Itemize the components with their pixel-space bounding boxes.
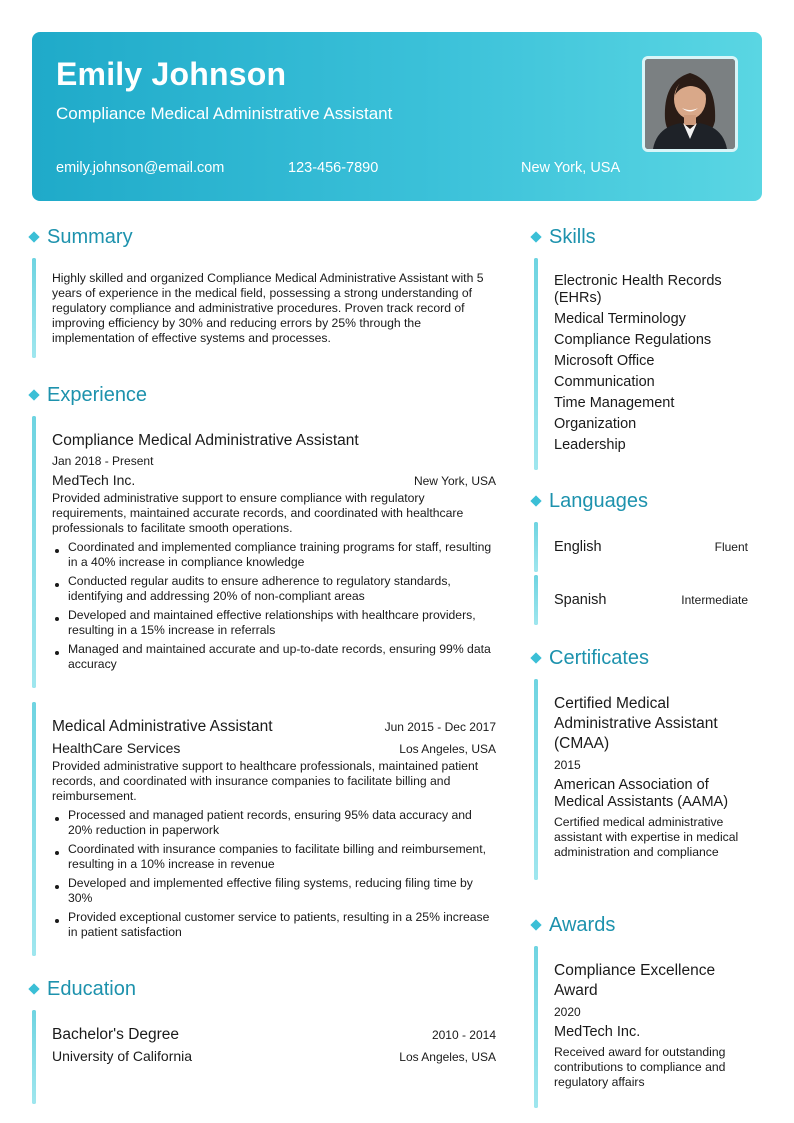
job-title: Compliance Medical Administrative Assistant xyxy=(52,432,359,449)
diamond-bullet-icon xyxy=(530,231,541,242)
list-item: Coordinated with insurance companies to facilitate billing and reimbursement, resulting in a 10% increase in revenue xyxy=(52,842,496,872)
certificate-name: Certified Medical Administrative Assistant (CMAA) xyxy=(554,695,718,752)
certificate-description: Certified medical administrative assistant with expertise in medical administration and compliance xyxy=(554,815,739,859)
certificate-card xyxy=(532,679,748,880)
diamond-bullet-icon xyxy=(530,919,541,930)
degree-name: Bachelor's Degree xyxy=(52,1026,180,1043)
list-item: Developed and implemented effective filing systems, reducing filing time by 30% xyxy=(52,876,496,906)
list-item: Developed and maintained effective relationships with healthcare providers, resulting in a 15% increase in referrals xyxy=(52,608,496,638)
skills-title: Skills xyxy=(549,225,596,248)
job-bullets xyxy=(52,808,496,940)
phone-text: 123-456-7890 xyxy=(288,160,379,176)
skills-heading xyxy=(532,224,748,250)
candidate-title: Compliance Medical Administrative Assistant xyxy=(56,104,393,123)
job-description: Provided administrative support to healthcare professionals, maintained patient records, and coordinated with insurance companies to facilitate billing and reimbursement. xyxy=(52,759,479,803)
diamond-bullet-icon xyxy=(530,495,541,506)
language-item xyxy=(532,575,748,625)
candidate-name: Emily Johnson xyxy=(56,56,287,92)
summary-heading xyxy=(30,224,496,250)
experience-item-1 xyxy=(30,416,496,688)
list-item: Managed and maintained accurate and up-to-date records, ensuring 99% data accuracy xyxy=(52,642,496,672)
school-name: University of California xyxy=(52,1048,193,1064)
experience-heading xyxy=(30,382,496,408)
list-item: Processed and managed patient records, ensuring 95% data accuracy and 20% reduction in paperwork xyxy=(52,808,496,838)
skill-item: Medical Terminology xyxy=(554,311,686,327)
certificates-title: Certificates xyxy=(549,646,650,669)
skill-item: Microsoft Office xyxy=(554,353,655,369)
skill-item: Electronic Health Records (EHRs) xyxy=(554,273,722,306)
list-item: Conducted regular audits to ensure adherence to regulatory standards, identifying and addressing 20% of non-compliant areas xyxy=(52,574,496,604)
awards-title: Awards xyxy=(549,913,616,936)
award-name: Compliance Excellence Award xyxy=(554,962,716,999)
diamond-bullet-icon xyxy=(28,983,39,994)
experience-title: Experience xyxy=(47,383,148,406)
diamond-bullet-icon xyxy=(28,231,39,242)
job-dates: Jan 2018 - Present xyxy=(52,454,154,468)
languages-title: Languages xyxy=(549,489,648,512)
language-name: Spanish xyxy=(554,592,607,608)
right-column xyxy=(532,224,748,1108)
language-level: Fluent xyxy=(714,540,748,554)
location-text: New York, USA xyxy=(521,160,621,176)
award-year: 2020 xyxy=(554,1005,581,1019)
languages-heading xyxy=(532,488,748,514)
experience-item-2 xyxy=(30,702,496,956)
profile-photo xyxy=(642,56,738,152)
job-location: New York, USA xyxy=(413,474,496,488)
language-item xyxy=(532,522,748,572)
language-name: English xyxy=(554,539,602,555)
certificate-issuer: American Association of Medical Assistants (AAMA) xyxy=(554,777,729,810)
list-item: Coordinated and implemented compliance training programs for staff, resulting in a 40% increase in compliance knowledge xyxy=(52,540,496,570)
diamond-bullet-icon xyxy=(530,652,541,663)
education-title: Education xyxy=(47,977,136,1000)
skill-item: Compliance Regulations xyxy=(554,332,712,348)
job-title: Medical Administrative Assistant xyxy=(52,718,273,735)
diamond-bullet-icon xyxy=(28,389,39,400)
job-description: Provided administrative support to ensure compliance with regulatory requirements, maintained accurate records, and coordinated with healthcare professionals to facilitate smooth operations. xyxy=(52,491,464,535)
company-name: MedTech Inc. xyxy=(52,472,136,488)
skill-item: Time Management xyxy=(554,395,675,411)
profile-photo-illustration xyxy=(645,59,735,149)
certificate-year: 2015 xyxy=(554,758,581,772)
email-text[interactable]: emily.johnson@email.com xyxy=(56,160,225,176)
awards-heading xyxy=(532,912,748,938)
certificates-heading xyxy=(532,645,748,671)
award-description: Received award for outstanding contributions to compliance and regulatory affairs xyxy=(554,1045,726,1089)
summary-text: Highly skilled and organized Compliance Medical Administrative Assistant with 5 years of experience in the medical field, possessing a strong understanding of regulatory compliance and administrative procedures. Proven track record of improving efficiency by 30% and reducing errors by 25% through the implementation of effective systems and processes. xyxy=(52,271,484,345)
skill-item: Leadership xyxy=(554,437,626,453)
list-item: Provided exceptional customer service to patients, resulting in a 25% increase in patient satisfaction xyxy=(52,910,496,940)
job-dates: Jun 2015 - Dec 2017 xyxy=(384,720,496,734)
skill-item: Communication xyxy=(554,374,655,390)
education-dates: 2010 - 2014 xyxy=(431,1028,496,1042)
award-issuer: MedTech Inc. xyxy=(554,1024,641,1040)
language-level: Intermediate xyxy=(681,593,748,607)
school-location: Los Angeles, USA xyxy=(399,1050,496,1064)
resume-header xyxy=(32,32,762,201)
award-card xyxy=(532,946,748,1108)
summary-card xyxy=(30,258,496,358)
skill-item: Organization xyxy=(554,416,637,432)
education-heading xyxy=(30,976,496,1002)
job-bullets xyxy=(52,540,496,672)
skills-card xyxy=(532,258,748,470)
left-column xyxy=(30,224,496,1104)
company-name: HealthCare Services xyxy=(52,740,181,756)
summary-title: Summary xyxy=(47,225,133,248)
job-location: Los Angeles, USA xyxy=(399,742,496,756)
education-card xyxy=(30,1010,496,1104)
